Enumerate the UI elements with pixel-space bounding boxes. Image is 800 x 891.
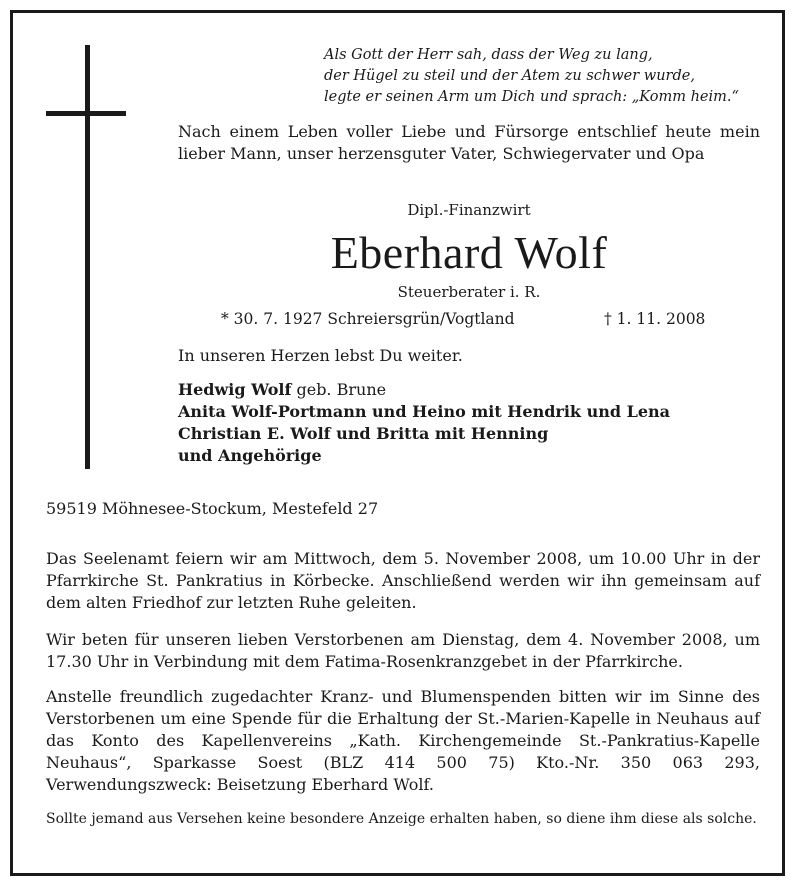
funeral-mass-paragraph: Das Seelenamt feiern wir am Mittwoch, dem 5. November 2008, um 10.00 Uhr in der Pfarrkirche St. Pankratius in Körbecke. Anschließend werden wir ihn gemeinsam auf dem alten Friedhof zur letzten Ruhe geleiten.	[46, 549, 760, 612]
mourner-name: Christian E. Wolf und Britta mit Henning	[178, 424, 549, 443]
poem	[324, 45, 764, 108]
cross-icon-bar	[46, 111, 126, 116]
deceased-name: Eberhard Wolf	[330, 227, 608, 278]
poem-line: Als Gott der Herr sah, dass der Weg zu lang,	[324, 47, 653, 63]
mourner-line	[178, 423, 670, 445]
birth-date: * 30. 7. 1927 Schreiersgrün/Vogtland	[221, 310, 515, 328]
mourner-line	[178, 401, 670, 423]
motto: In unseren Herzen lebst Du weiter.	[178, 346, 463, 365]
prayer-paragraph: Wir beten für unseren lieben Verstorbenen am Dienstag, dem 4. November 2008, um 17.30 Uhr in Verbindung mit dem Fatima-Rosenkranzgebet in der Pfarrkirche.	[46, 630, 760, 671]
deceased-profession: Steuerberater i. R.	[397, 283, 541, 301]
mourner-line	[178, 379, 670, 401]
notice-footnote: Sollte jemand aus Versehen keine besondere Anzeige erhalten haben, so diene ihm diese als solche.	[46, 811, 757, 827]
poem-line: legte er seinen Arm um Dich und sprach: „Komm heim.“	[324, 89, 739, 105]
mourner-line	[178, 445, 670, 467]
donation-paragraph: Anstelle freundlich zugedachter Kranz- und Blumenspenden bitten wir im Sinne des Verstorbenen um eine Spende für die Erhaltung der St.-Marien-Kapelle in Neuhaus auf das Konto des Kapellenvereins „Kath. Kirchengemeinde St.-Pankratius-Kapelle Neuhaus“, Sparkasse Soest (BLZ 414 500 75) Kto.-Nr. 350 063 293, Verwendungszweck: Beisetzung Eberhard Wolf.	[46, 687, 760, 794]
mourners-list	[178, 379, 670, 467]
mourner-name: Hedwig Wolf	[178, 380, 292, 399]
mourner-name: und Angehörige	[178, 446, 322, 465]
cross-icon	[85, 45, 90, 469]
mourner-birth-name: geb. Brune	[291, 380, 387, 399]
deceased-degree: Dipl.-Finanzwirt	[407, 201, 531, 219]
death-date: † 1. 11. 2008	[604, 310, 706, 328]
mourner-name: Anita Wolf-Portmann und Heino mit Hendrik und Lena	[178, 402, 671, 421]
intro-text: Nach einem Leben voller Liebe und Fürsorge entschlief heute mein lieber Mann, unser herzensguter Vater, Schwiegervater und Opa	[178, 122, 760, 163]
poem-line: der Hügel zu steil und der Atem zu schwer wurde,	[324, 68, 695, 84]
obituary-notice	[10, 10, 785, 876]
family-address: 59519 Möhnesee-Stockum, Mestefeld 27	[46, 499, 379, 518]
